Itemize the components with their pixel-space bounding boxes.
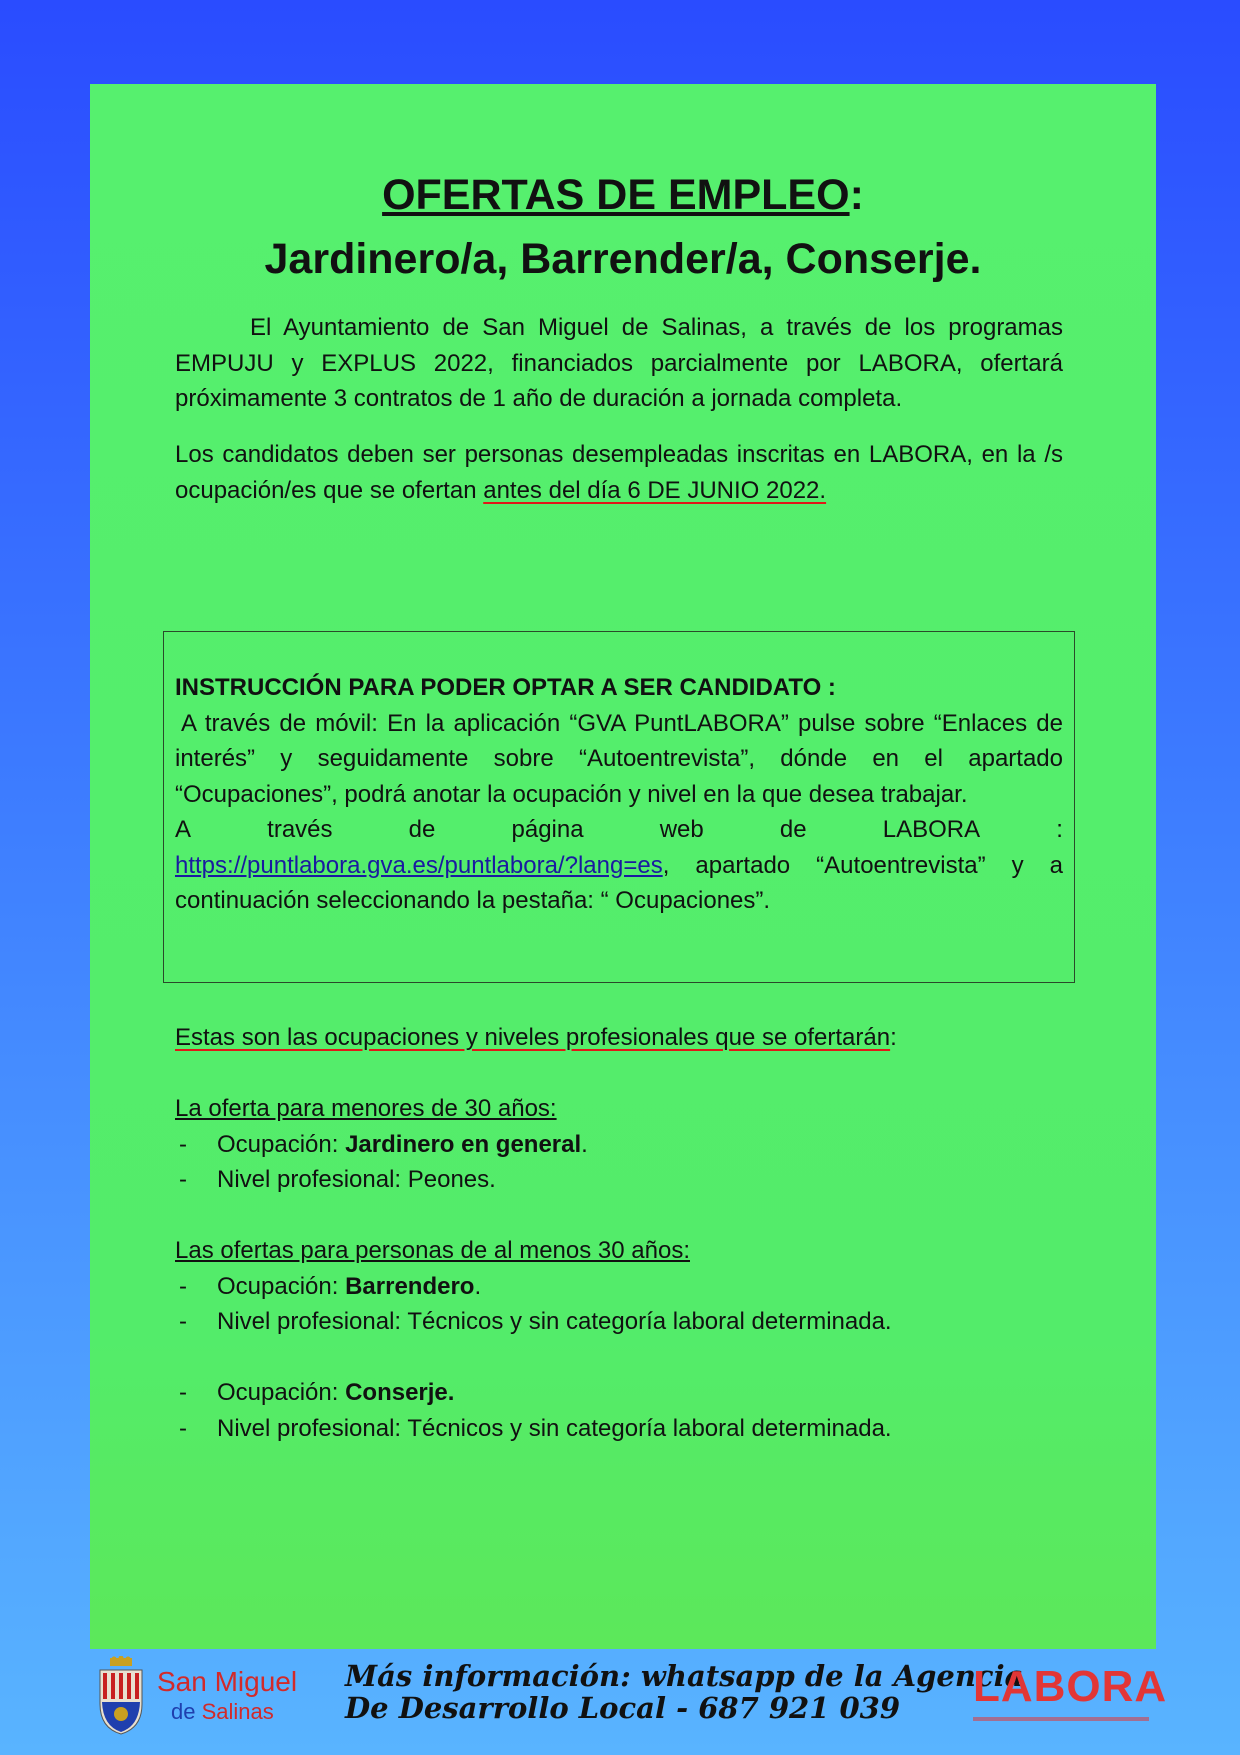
item-tail: . [474, 1272, 482, 1300]
san-miguel-logo [157, 1666, 297, 1726]
item-value: Barrendero [345, 1272, 475, 1300]
more-info [345, 1660, 1023, 1724]
item-label: Nivel profesional: Técnicos y sin categoría laboral determinada. [217, 1308, 892, 1335]
title-main: OFERTAS DE EMPLEO [382, 171, 850, 219]
item-label: Ocupación: [217, 1130, 346, 1158]
intro-p2-text: Los candidatos deben ser personas desempleadas inscritas en LABORA, en la /s ocupación/es que se ofertan [175, 441, 1063, 504]
web-word: través [267, 816, 333, 843]
web-word: LABORA [882, 816, 981, 843]
offers-intro-colon: : [890, 1024, 897, 1051]
offer-group-conserje [175, 1375, 1075, 1446]
logo-line-2 [157, 1698, 297, 1726]
list-item [175, 1411, 1075, 1447]
offer-group-under-30 [175, 1091, 1075, 1198]
web-word: web [659, 816, 704, 843]
list-dash: - [179, 1308, 187, 1335]
logo-salinas: Salinas [201, 1699, 274, 1724]
item-label: Ocupación: [217, 1379, 346, 1406]
footer [0, 1650, 1240, 1755]
list-dash: - [179, 1272, 187, 1300]
more-info-line-1: Más información: whatsapp de la Agencia [345, 1659, 1024, 1693]
web-word: de [408, 816, 436, 843]
list-item [175, 1304, 1075, 1340]
instructions-heading: INSTRUCCIÓN PARA PODER OPTAR A SER CANDIDATO : [175, 674, 836, 701]
logo-de: de [171, 1699, 202, 1724]
list-item [175, 1127, 1075, 1163]
list-item [175, 1162, 1075, 1198]
group-title: Las ofertas para personas de al menos 30 años: [175, 1237, 690, 1264]
title-line-2: Jardinero/a, Barrender/a, Conserje. [264, 235, 982, 283]
intro-paragraph-1: El Ayuntamiento de San Miguel de Salinas, a través de los programas EMPUJU y EXPLUS 2022, financiados parcialmente por LABORA, ofertará próximamente 3 contratos de 1 año de duración a jornada completa. [175, 314, 1063, 412]
list-dash: - [179, 1379, 187, 1406]
town-crest-icon [96, 1656, 146, 1736]
title-colon: : [849, 171, 864, 219]
logo-line-1: San Miguel [157, 1666, 298, 1697]
instructions-web-rest [175, 848, 1063, 919]
list-dash: - [179, 1130, 187, 1158]
item-value: Conserje. [345, 1379, 455, 1406]
web-rest-text: , apartado “Autoentrevista” y a continuación seleccionando la pestaña: “ Ocupaciones”. [175, 851, 1063, 914]
web-word: página [511, 816, 584, 843]
offer-group-30-plus [175, 1233, 1075, 1340]
web-word: A [175, 816, 192, 843]
intro-paragraph-2 [175, 437, 1063, 508]
labora-logo [973, 1664, 1167, 1728]
item-label: Nivel profesional: Técnicos y sin categoría laboral determinada. [217, 1414, 892, 1442]
web-word: : [1056, 816, 1063, 843]
list-item [175, 1269, 1075, 1305]
list-dash: - [179, 1414, 187, 1442]
item-label: Nivel profesional: Peones. [217, 1166, 496, 1193]
flyer-panel [90, 84, 1156, 1649]
list-dash: - [179, 1166, 187, 1193]
offers-intro-text: Estas son las ocupaciones y niveles profesionales que se ofertarán [175, 1024, 891, 1051]
more-info-line-2: De Desarrollo Local - 687 921 039 [345, 1691, 901, 1725]
item-value: Jardinero en general [345, 1130, 582, 1158]
instructions-box [163, 631, 1075, 983]
instructions-web-line [175, 812, 1063, 848]
item-label: Ocupación: [217, 1272, 346, 1300]
title-line-1 [90, 166, 1156, 224]
offers-intro [175, 1020, 1075, 1056]
labora-subline-icon [973, 1715, 1149, 1723]
deadline-text: antes del día 6 DE JUNIO 2022. [483, 476, 827, 504]
labora-wordmark: LABORA [973, 1662, 1168, 1711]
instructions-mobile: A través de móvil: En la aplicación “GVA PuntLABORA” pulse sobre “Enlaces de interés” y seguidamente sobre “Autoentrevista”, dónde en el apartado “Ocupaciones”, podrá anotar la ocupación y nivel en la que desea trabajar. [175, 709, 1063, 808]
item-tail: . [581, 1130, 588, 1158]
labora-link[interactable]: https://puntlabora.gva.es/puntlabora/?lang=es [175, 851, 663, 879]
list-item [175, 1375, 1075, 1411]
web-word: de [779, 816, 807, 843]
group-title: La oferta para menores de 30 años: [175, 1095, 557, 1122]
